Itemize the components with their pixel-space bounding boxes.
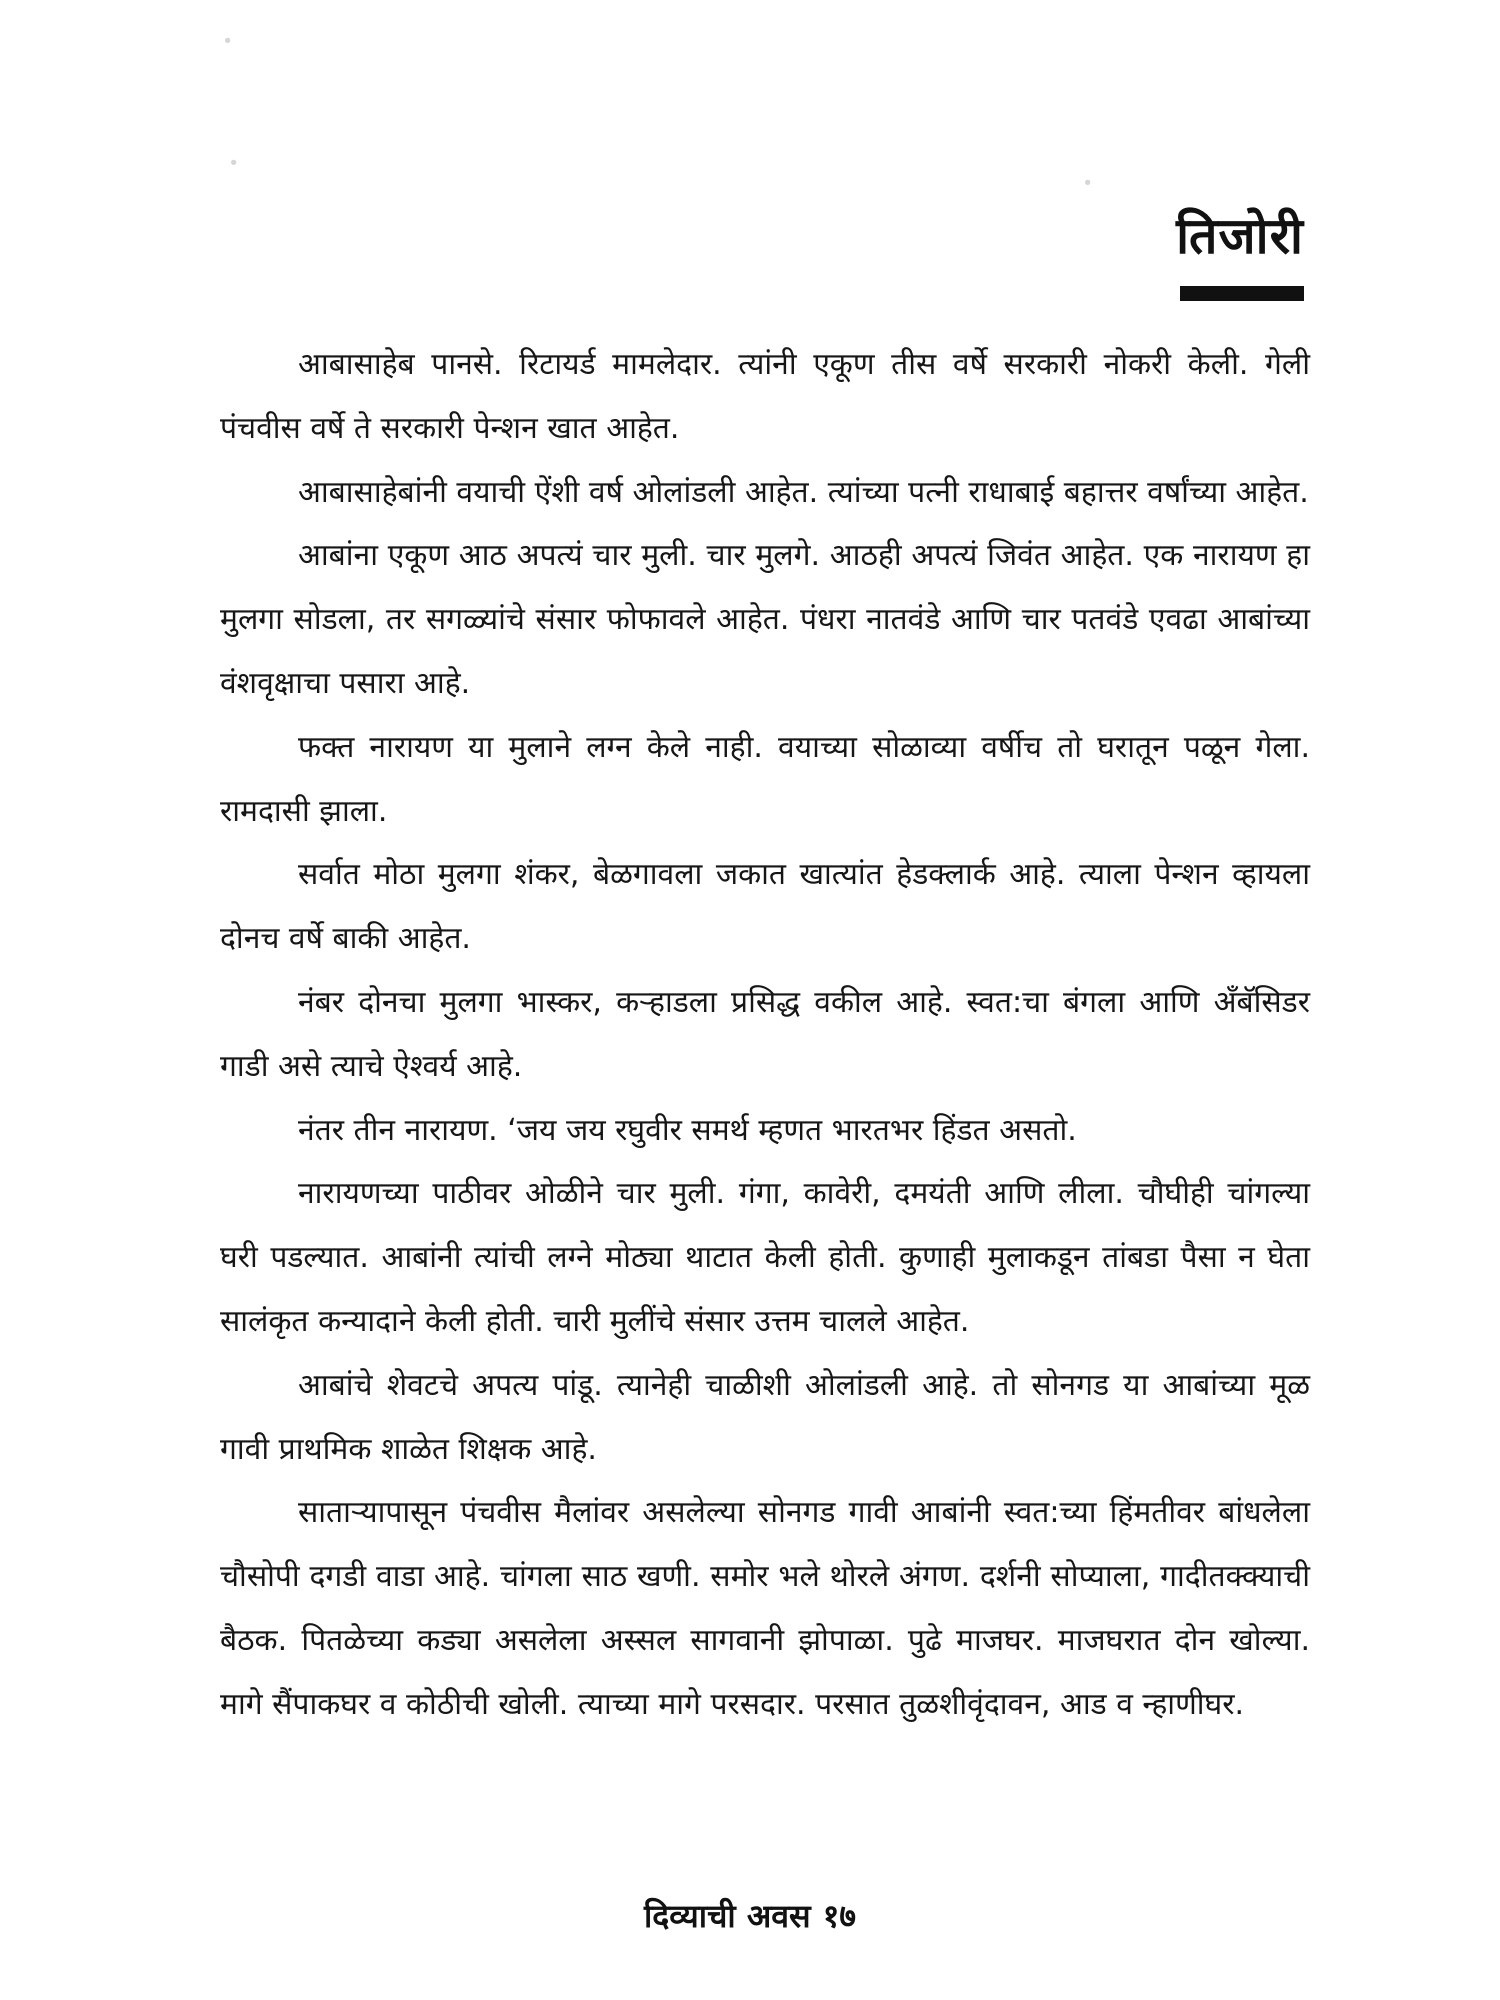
paragraph-10: साताऱ्यापासून पंचवीस मैलांवर असलेल्या सोनगड गावी आबांनी स्वत:च्या हिंमतीवर बांधलेला चौसोपी दगडी वाडा आहे. चांगला साठ खणी. समोर भले थोरले अंगण. दर्शनी सोप्याला, गादीतक्क्याची बैठक. पितळेच्या कड्या असलेला अस्सल सागवानी झोपाळा. पुढे माजघर. माजघरात दोन खोल्या. मागे सैंपाकघर व कोठीची खोली. त्याच्या मागे परसदार. परसात तुळशीवृंदावन, आड व न्हाणीघर. [220, 1495, 1310, 1722]
paragraph-8: नारायणच्या पाठीवर ओळीने चार मुली. गंगा, कावेरी, दमयंती आणि लीला. चौघीही चांगल्या घरी पडल्यात. आबांनी त्यांची लग्ने मोठ्या थाटात केली होती. कुणाही मुलाकडून तांबडा पैसा न घेता सालंकृत कन्यादाने केली होती. चारी मुलींचे संसार उत्तम चालले आहेत. [220, 1176, 1310, 1339]
paragraph-4: फक्त नारायण या मुलाने लग्न केले नाही. वयाच्या सोळाव्या वर्षीच तो घरातून पळून गेला. रामदासी झाला. [220, 729, 1310, 829]
paragraph-6: नंबर दोनचा मुलगा भास्कर, कऱ्हाडला प्रसिद्ध वकील आहे. स्वत:चा बंगला आणि अँबॅसिडर गाडी असे त्याचे ऐश्वर्य आहे. [220, 984, 1310, 1084]
faint-bleed-mark: ∙ [1082, 172, 1094, 193]
paragraph-5: सर्वात मोठा मुलगा शंकर, बेळगावला जकात खात्यांत हेडक्लार्क आहे. त्याला पेन्शन व्हायला दोनच वर्षे बाकी आहेत. [220, 857, 1310, 957]
paragraph-9: आबांचे शेवटचे अपत्य पांडू. त्यानेही चाळीशी ओलांडली आहे. तो सोनगड या आबांच्या मूळ गावी प्राथमिक शाळेत शिक्षक आहे. [220, 1367, 1310, 1467]
chapter-heading [1176, 204, 1304, 301]
faint-bleed-mark: ∙ [228, 152, 240, 173]
body-text [220, 333, 1310, 1737]
paragraph-1: आबासाहेब पानसे. रिटायर्ड मामलेदार. त्यांनी एकूण तीस वर्षे सरकारी नोकरी केली. गेली पंचवीस वर्षे ते सरकारी पेन्शन खात आहेत. [220, 347, 1310, 446]
paragraph-7: नंतर तीन नारायण. ‘जय जय रघुवीर समर्थ म्हणत भारतभर हिंडत असतो. [298, 1112, 1077, 1148]
footer-book-title: दिव्याची अवस [644, 1897, 811, 1935]
chapter-title: तिजोरी [1176, 207, 1304, 265]
paragraph-3: आबांना एकूण आठ अपत्यं चार मुली. चार मुलगे. आठही अपत्यं जिवंत आहेत. एक नारायण हा मुलगा सोडला, तर सगळ्यांचे संसार फोफावले आहेत. पंधरा नातवंडे आणि चार पतवंडे एवढा आबांच्या वंशवृक्षाचा पसारा आहे. [220, 538, 1310, 701]
paragraph-2: आबासाहेबांनी वयाची ऐंशी वर्ष ओलांडली आहेत. त्यांच्या पत्नी राधाबाई बहात्तर वर्षांच्या आहेत. [298, 474, 1309, 510]
footer-page-number: १७ [822, 1897, 856, 1935]
title-underline-rule [1180, 286, 1304, 301]
page-footer [0, 1894, 1500, 1937]
faint-bleed-mark: ∙ [222, 30, 234, 51]
